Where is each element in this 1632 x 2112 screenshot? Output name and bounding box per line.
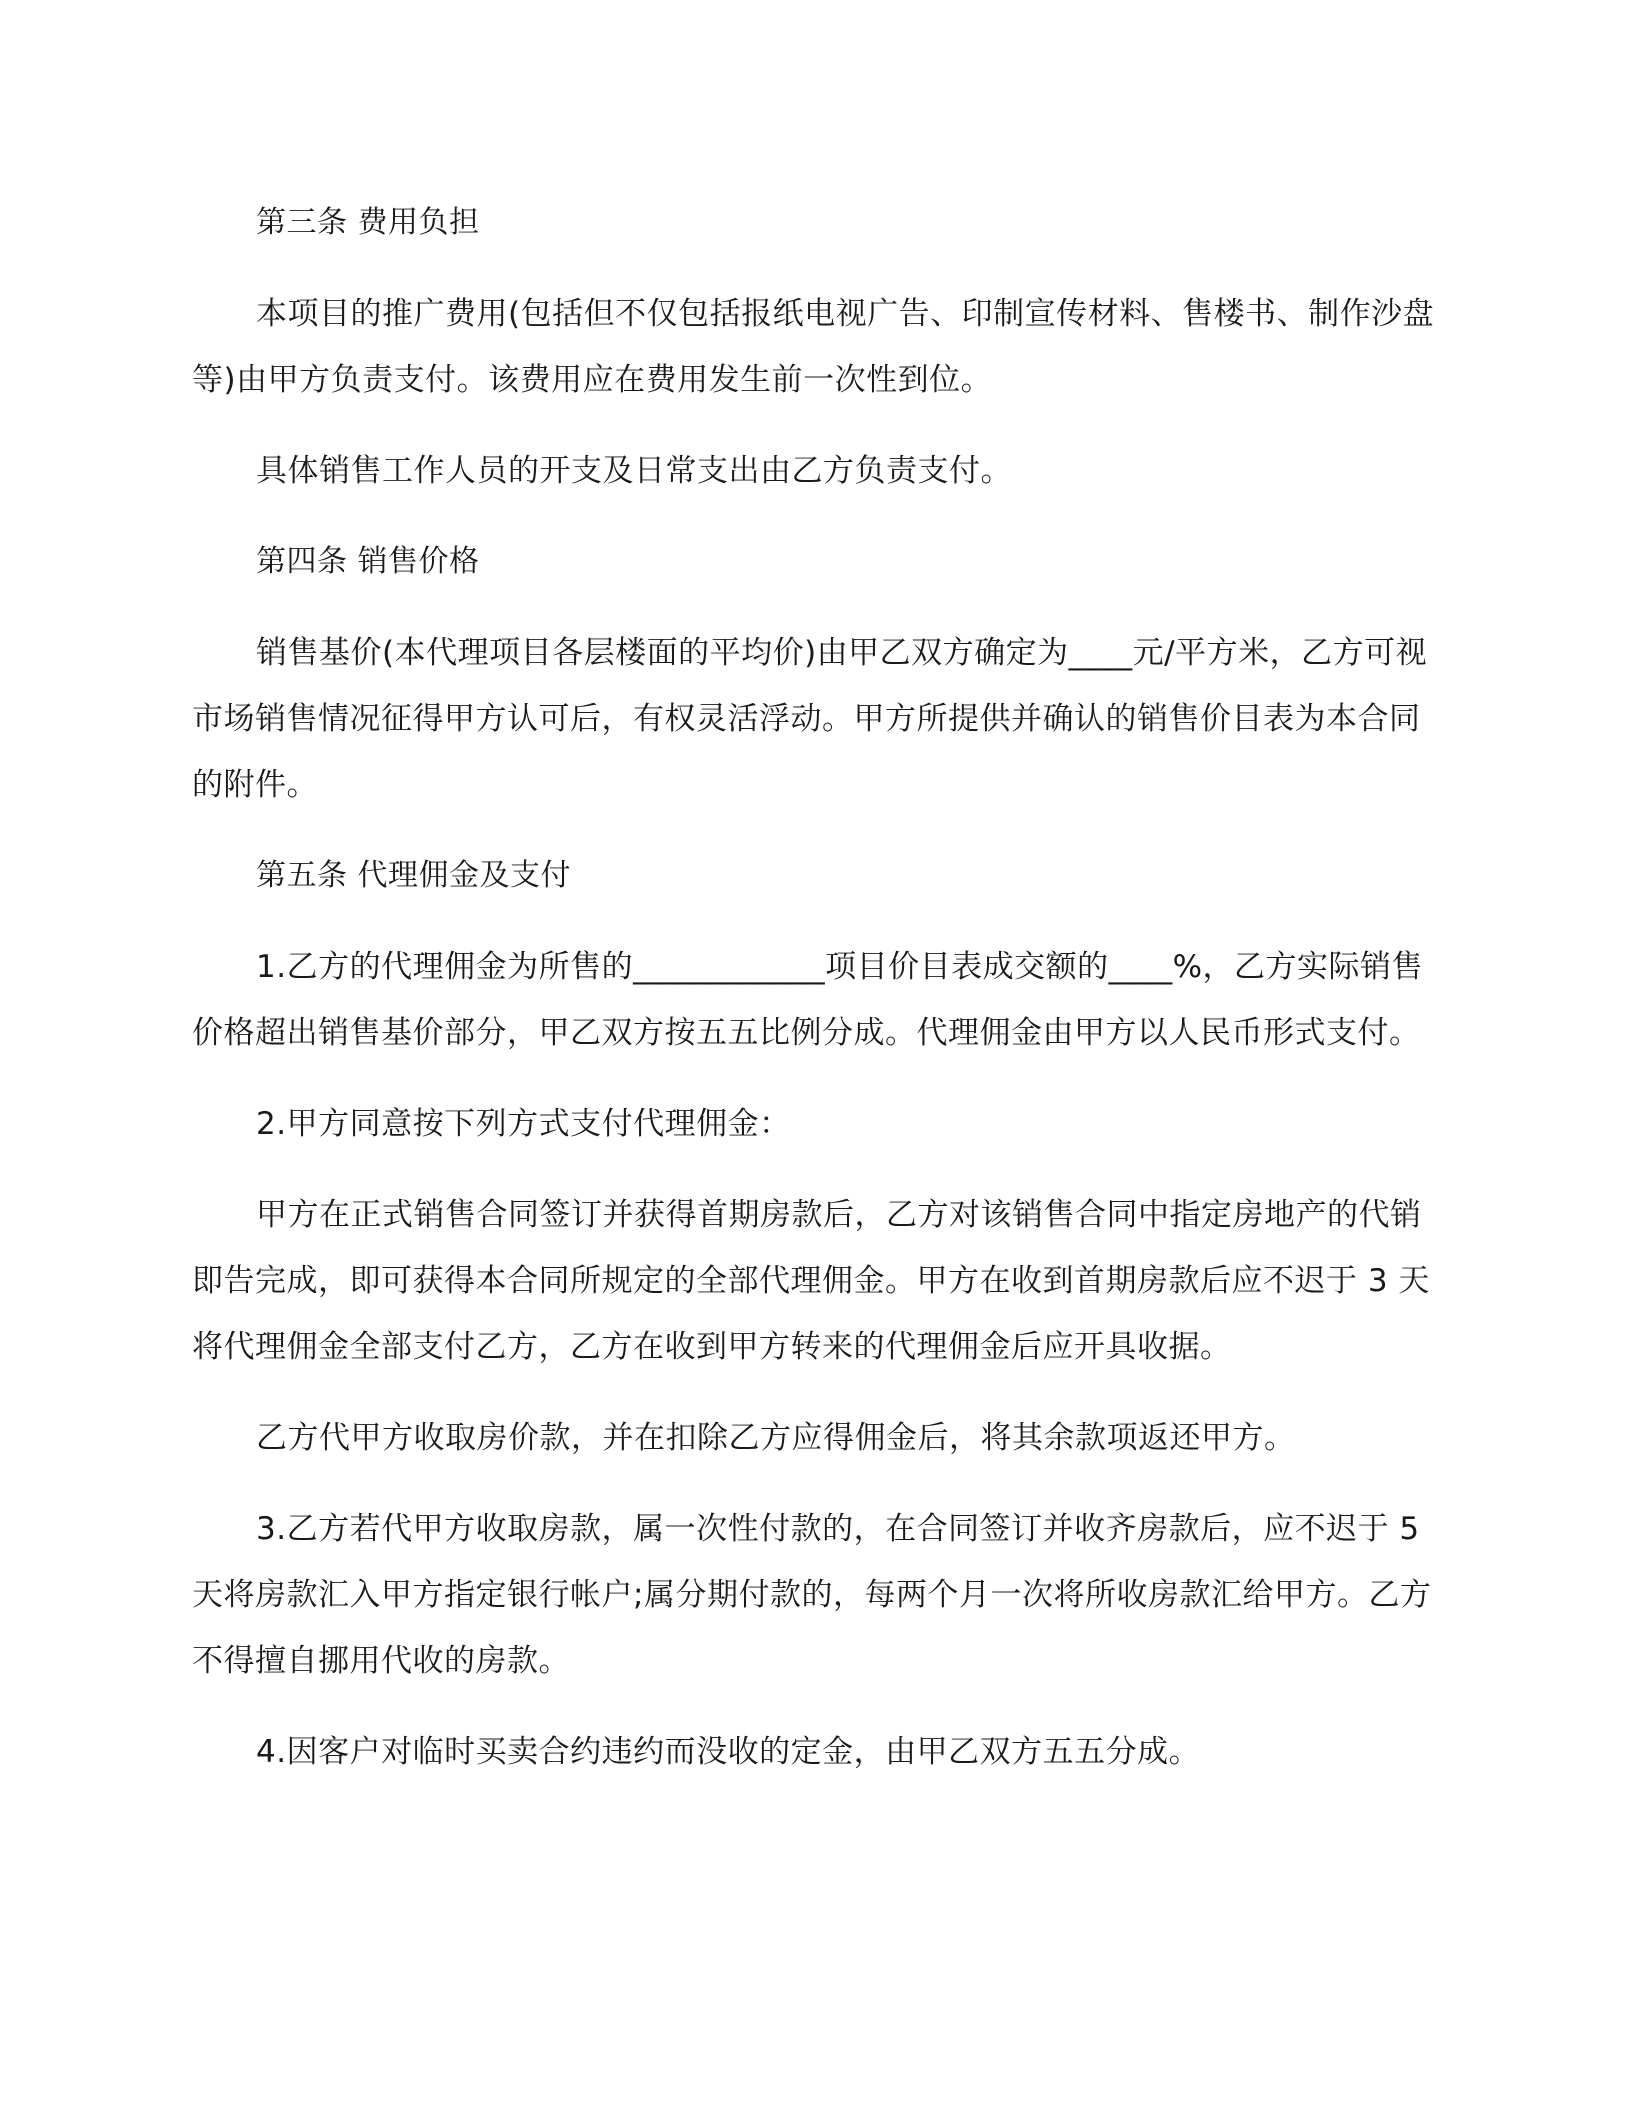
article-3-paragraph-1: 本项目的推广费用(包括但不仅包括报纸电视广告、印制宣传材料、售楼书、制作沙盘等)由甲方负责支付。该费用应在费用发生前一次性到位。 (192, 296, 1435, 398)
article-5-paragraph-2: 2.甲方同意按下列方式支付代理佣金： (256, 1106, 791, 1142)
article-3-heading: 第三条 费用负担 (256, 205, 480, 240)
document-body (192, 190, 1442, 1810)
article-3-paragraph-2: 具体销售工作人员的开支及日常支出由乙方负责支付。 (256, 453, 1012, 489)
article-5-paragraph-5: 3.乙方若代甲方收取房款，属一次性付款的，在合同签订并收齐房款后，应不迟于 5 天将房款汇入甲方指定银行帐户;属分期付款的，每两个月一次将所收房款汇给甲方。乙方不得擅自挪用代收的房款。 (192, 1511, 1432, 1679)
article-5-paragraph-4: 乙方代甲方收取房价款，并在扣除乙方应得佣金后，将其余款项返还甲方。 (256, 1420, 1296, 1456)
article-5-paragraph-6: 4.因客户对临时买卖合约违约而没收的定金，由甲乙双方五五分成。 (256, 1734, 1201, 1770)
article-4-paragraph-1: 销售基价(本代理项目各层楼面的平均价)由甲乙双方确定为____元/平方米，乙方可视市场销售情况征得甲方认可后，有权灵活浮动。甲方所提供并确认的销售价目表为本合同的附件。 (192, 635, 1428, 803)
article-5-paragraph-1: 1.乙方的代理佣金为所售的____________项目价目表成交额的____%，乙方实际销售价格超出销售基价部分，甲乙双方按五五比例分成。代理佣金由甲方以人民币形式支付。 (192, 949, 1424, 1051)
article-5-heading: 第五条 代理佣金及支付 (256, 858, 572, 893)
article-4-heading: 第四条 销售价格 (256, 544, 480, 579)
article-5-paragraph-3: 甲方在正式销售合同签订并获得首期房款后，乙方对该销售合同中指定房地产的代销即告完成，即可获得本合同所规定的全部代理佣金。甲方在收到首期房款后应不迟于 3 天将代理佣金全部支付乙方，乙方在收到甲方转来的代理佣金后应开具收据。 (192, 1197, 1430, 1365)
